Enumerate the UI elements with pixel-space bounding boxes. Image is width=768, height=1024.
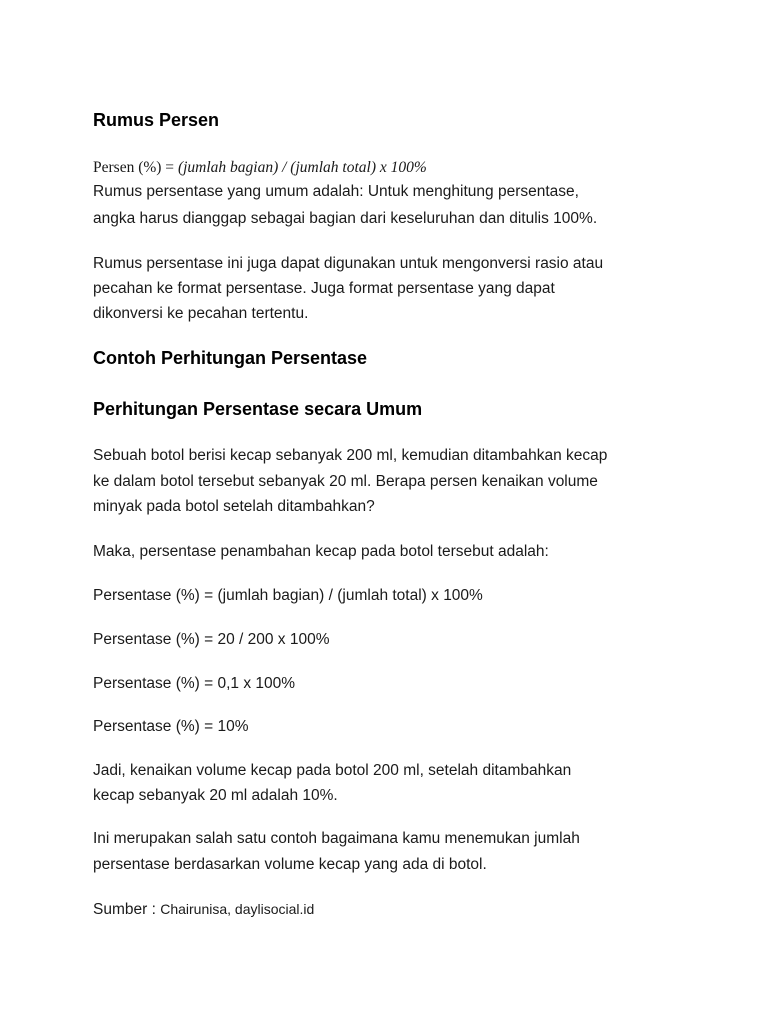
formula-rest: (jumlah bagian) / (jumlah total) x 100%: [177, 159, 427, 176]
paragraph-2-line-2: pecahan ke format persentase. Juga format persentase yang dapat: [93, 280, 555, 297]
paragraph-3-line-2: ke dalam botol tersebut sebanyak 20 ml. Berapa persen kenaikan volume: [93, 473, 598, 490]
paragraph-6-line-2: persentase berdasarkan volume kecap yang ada di botol.: [93, 856, 487, 873]
calc-line-3: Persentase (%) = 0,1 x 100%: [93, 675, 296, 692]
source-label: Sumber :: [93, 901, 161, 918]
paragraph-3-line-1: Sebuah botol berisi kecap sebanyak 200 ml, kemudian ditambahkan kecap: [93, 447, 608, 464]
paragraph-2-line-3: dikonversi ke pecahan tertentu.: [93, 305, 309, 322]
formula-lead: Persen (%) =: [93, 159, 178, 176]
heading-perhitungan-umum: Perhitungan Persentase secara Umum: [93, 399, 423, 419]
source-line: [93, 901, 314, 919]
paragraph-1-line-1: Rumus persentase yang umum adalah: Untuk menghitung persentase,: [93, 183, 579, 200]
paragraph-2-line-1: Rumus persentase ini juga dapat digunakan untuk mengonversi rasio atau: [93, 255, 604, 272]
paragraph-4: Maka, persentase penambahan kecap pada botol tersebut adalah:: [93, 543, 549, 560]
source-value: Chairunisa, daylisocial.id: [160, 901, 315, 917]
calc-line-4: Persentase (%) = 10%: [93, 718, 249, 735]
paragraph-3-line-3: minyak pada botol setelah ditambahkan?: [93, 498, 375, 515]
paragraph-5-line-1: Jadi, kenaikan volume kecap pada botol 200 ml, setelah ditambahkan: [93, 762, 572, 779]
calc-line-2: Persentase (%) = 20 / 200 x 100%: [93, 631, 330, 648]
paragraph-1-line-2: angka harus dianggap sebagai bagian dari keseluruhan dan ditulis 100%.: [93, 210, 598, 227]
formula-line: [93, 159, 427, 177]
heading-contoh-perhitungan: Contoh Perhitungan Persentase: [93, 348, 368, 368]
calc-line-1: Persentase (%) = (jumlah bagian) / (jumlah total) x 100%: [93, 587, 483, 604]
paragraph-5-line-2: kecap sebanyak 20 ml adalah 10%.: [93, 787, 338, 804]
heading-rumus-persen: Rumus Persen: [93, 110, 220, 130]
paragraph-6-line-1: Ini merupakan salah satu contoh bagaimana kamu menemukan jumlah: [93, 830, 580, 847]
